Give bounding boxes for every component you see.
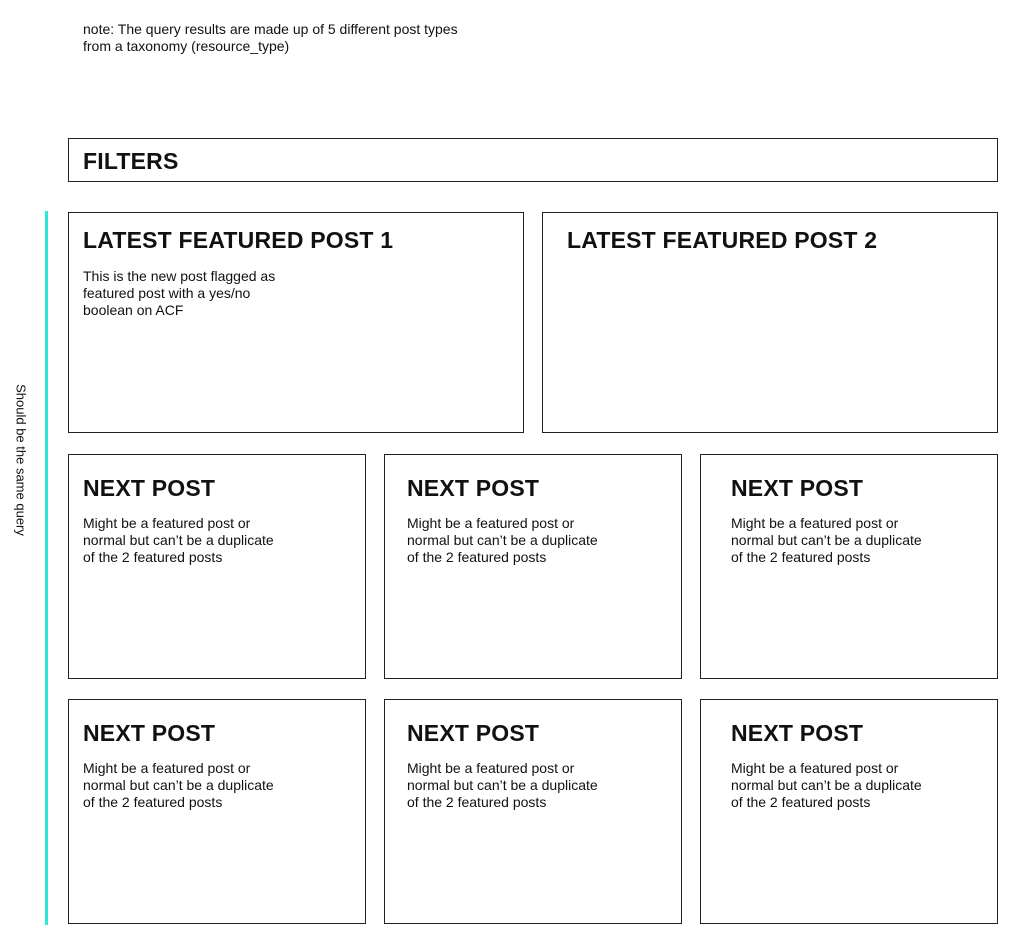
desc-line: Might be a featured post or (731, 760, 899, 776)
next-post-card[interactable] (384, 454, 682, 679)
card-title: NEXT POST (83, 720, 216, 746)
card-description (731, 760, 922, 811)
card-description (83, 515, 274, 566)
note-line: note: The query results are made up of 5 different post types (83, 21, 458, 37)
card-description (407, 515, 598, 566)
desc-line: of the 2 featured posts (731, 549, 871, 565)
desc-line: of the 2 featured posts (83, 794, 223, 810)
note-text (83, 21, 603, 55)
same-query-label: Should be the same query (13, 384, 29, 536)
featured-post-card-1[interactable] (68, 212, 524, 433)
card-description (731, 515, 922, 566)
desc-line: Might be a featured post or (83, 760, 251, 776)
card-title: NEXT POST (407, 720, 540, 746)
card-title: LATEST FEATURED POST 2 (567, 227, 878, 253)
desc-line: of the 2 featured posts (407, 794, 547, 810)
desc-line: of the 2 featured posts (731, 794, 871, 810)
desc-line: normal but can’t be a duplicate (407, 777, 598, 793)
desc-line: Might be a featured post or (407, 515, 575, 531)
featured-post-card-2[interactable] (542, 212, 998, 433)
next-post-card[interactable] (68, 454, 366, 679)
desc-line: Might be a featured post or (407, 760, 575, 776)
filters-label: FILTERS (83, 148, 179, 174)
card-description (83, 760, 274, 811)
next-post-card[interactable] (384, 699, 682, 924)
desc-line: normal but can’t be a duplicate (731, 532, 922, 548)
desc-line: normal but can’t be a duplicate (83, 777, 274, 793)
desc-line: normal but can’t be a duplicate (83, 532, 274, 548)
note-line: from a taxonomy (resource_type) (83, 38, 290, 54)
filters-box[interactable] (68, 138, 998, 182)
card-description (83, 268, 275, 319)
desc-line: of the 2 featured posts (407, 549, 547, 565)
card-title: NEXT POST (731, 720, 864, 746)
desc-line: Might be a featured post or (83, 515, 251, 531)
desc-line: normal but can’t be a duplicate (407, 532, 598, 548)
desc-line: of the 2 featured posts (83, 549, 223, 565)
desc-line: boolean on ACF (83, 302, 184, 318)
card-title: NEXT POST (731, 475, 864, 501)
desc-line: featured post with a yes/no (83, 285, 251, 301)
desc-line: Might be a featured post or (731, 515, 899, 531)
card-title: LATEST FEATURED POST 1 (83, 227, 394, 253)
card-description (407, 760, 598, 811)
next-post-card[interactable] (68, 699, 366, 924)
card-title: NEXT POST (83, 475, 216, 501)
desc-line: This is the new post flagged as (83, 268, 276, 284)
desc-line: normal but can’t be a duplicate (731, 777, 922, 793)
card-title: NEXT POST (407, 475, 540, 501)
next-post-card[interactable] (700, 699, 998, 924)
next-post-card[interactable] (700, 454, 998, 679)
same-query-bracket (45, 211, 48, 925)
